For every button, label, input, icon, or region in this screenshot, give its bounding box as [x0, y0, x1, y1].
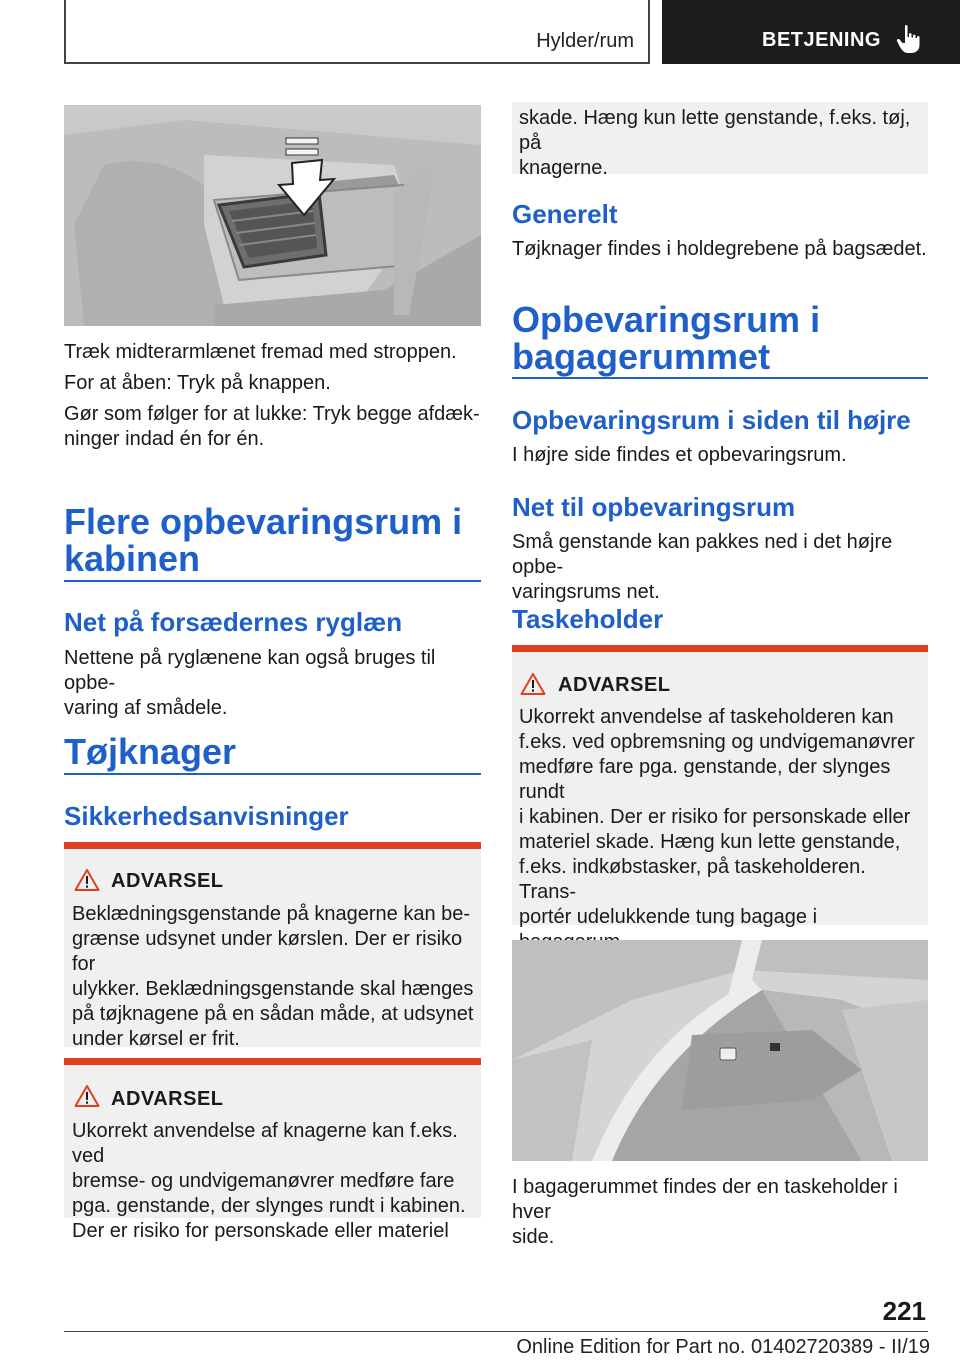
footer-edition: Online Edition for Part no. 01402720389 - II/19 — [516, 1336, 930, 1358]
caption-line: I bagagerummet findes der en taskeholder i hver — [512, 1176, 898, 1223]
caption-line: side. — [512, 1226, 555, 1248]
general-text: Tøjknager findes i holdegrebene på bagsædet. — [512, 238, 927, 260]
warning-line: f.eks. ved opbremsning og undvigemanøvrer — [519, 731, 915, 753]
warning-line: portér udelukkende tung bagage i — [519, 906, 818, 928]
warning-triangle-icon — [74, 868, 100, 892]
heading-rule — [64, 773, 481, 775]
text-line: varingsrums net. — [512, 581, 660, 603]
warning-title: ADVARSEL — [111, 870, 224, 892]
warning-line: Der er risiko for personskade eller materiel — [72, 1220, 449, 1242]
warning-line: grænse udsynet under kørslen. Der er risiko for — [72, 928, 463, 975]
heading-trunk-storage — [512, 301, 928, 375]
warning-line: Ukorrekt anvendelse af knagerne kan f.eks. ved — [72, 1120, 458, 1167]
caption-line: ninger indad én for én. — [64, 428, 265, 450]
warning-triangle-icon — [74, 1084, 100, 1108]
right-side-text: I højre side findes et opbevaringsrum. — [512, 444, 847, 466]
warning-line: pga. genstande, der slynges rundt i kabinen. — [72, 1195, 466, 1217]
storage-net-text — [512, 530, 928, 605]
warning-title: ADVARSEL — [111, 1088, 224, 1110]
heading-bag-holder: Taskeholder — [512, 604, 664, 634]
caption-line: Træk midterarmlænet fremad med stroppen. — [64, 341, 457, 363]
heading-line: kabinen — [64, 538, 201, 579]
warning-text — [72, 1119, 477, 1244]
warning-line: f.eks. indkøbstasker, på taskeholderen. Trans- — [519, 856, 866, 903]
caption-line: For at åben: Tryk på knappen. — [64, 372, 331, 394]
warning-text — [519, 106, 924, 181]
trunk-illustration — [512, 940, 928, 1161]
text-line: varing af smådele. — [64, 697, 228, 719]
seatback-nets-text — [64, 646, 481, 721]
text-line: Nettene på ryglænene kan også bruges til opbe- — [64, 647, 436, 694]
caption-line: Gør som følger for at lukke: Tryk begge afdæk- — [64, 403, 480, 425]
heading-seatback-nets: Net på forsædernes ryglæn — [64, 607, 403, 637]
header-chapter-title: BETJENING — [762, 29, 881, 51]
heading-right-side-storage: Opbevaringsrum i siden til højre — [512, 405, 911, 435]
warning-triangle-icon — [520, 672, 546, 696]
hand-pointer-icon — [896, 24, 922, 54]
armrest-caption — [64, 340, 481, 452]
heading-coat-hooks: Tøjknager — [64, 731, 237, 772]
text-line: Små genstande kan pakkes ned i det højre opbe- — [512, 531, 893, 578]
warning-text — [519, 705, 924, 980]
warning-line: medføre fare pga. genstande, der slynges rundt — [519, 756, 891, 803]
warning-bar — [64, 1058, 481, 1065]
warning-line: Beklædningsgenstande på knagerne kan be- — [72, 903, 471, 925]
heading-line: Flere opbevaringsrum i — [64, 501, 463, 542]
warning-bar — [512, 645, 928, 652]
heading-line: Opbevaringsrum i — [512, 299, 821, 340]
warning-line: under kørsel er frit. — [72, 1028, 240, 1050]
warning-line: Ukorrekt anvendelse af taskeholderen kan — [519, 706, 894, 728]
header-section-box — [64, 0, 650, 64]
heading-safety-notes: Sikkerhedsanvisninger — [64, 801, 349, 831]
bag-holder-caption — [512, 1175, 928, 1250]
heading-line: bagagerummet — [512, 336, 771, 377]
warning-title: ADVARSEL — [558, 674, 671, 696]
trunk-drawing — [512, 940, 928, 1161]
heading-storage-net: Net til opbevaringsrum — [512, 492, 796, 522]
warning-bar — [64, 842, 481, 849]
warning-continuation-box — [512, 102, 928, 179]
page-number: 221 — [882, 1296, 926, 1326]
warning-line: ulykker. Beklædningsgenstande skal hænges — [72, 978, 474, 1000]
warning-line: på tøjknagene på en sådan måde, at udsynet — [72, 1003, 474, 1025]
warning-line: skade. Hæng kun lette genstande, f.eks. tøj, på — [519, 107, 911, 154]
warning-line: knagerne. — [519, 157, 608, 179]
header-section-title: Hylder/rum — [536, 30, 634, 52]
warning-text — [72, 902, 477, 1052]
heading-general: Generelt — [512, 199, 618, 229]
warning-line: materiel skade. Hæng kun lette genstande, — [519, 831, 901, 853]
armrest-drawing — [64, 105, 481, 326]
warning-box — [512, 645, 928, 928]
armrest-illustration — [64, 105, 481, 326]
footer-rule — [64, 1331, 928, 1332]
heading-rule — [64, 580, 481, 582]
warning-line: i kabinen. Der er risiko for personskade eller — [519, 806, 911, 828]
heading-rule — [512, 377, 928, 379]
warning-box — [64, 842, 481, 1050]
header-chapter-tab — [662, 0, 960, 64]
warning-box — [64, 1058, 481, 1242]
heading-more-storage-cabin — [64, 503, 481, 577]
warning-line: bremse- og undvigemanøvrer medføre fare — [72, 1170, 455, 1192]
